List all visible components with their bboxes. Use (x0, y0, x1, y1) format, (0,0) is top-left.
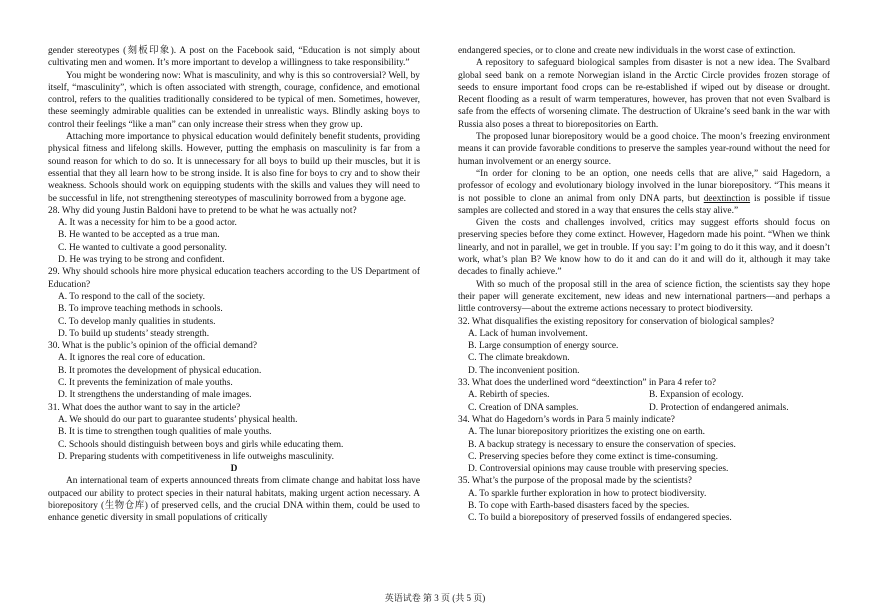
option: C. He wanted to cultivate a good personality. (58, 242, 227, 253)
paragraph (458, 168, 830, 217)
option: A. To respond to the call of the society. (58, 291, 205, 302)
section-heading: D (230, 464, 238, 475)
option: A. Rebirth of species. (468, 390, 550, 401)
option: D. It strengthens the understanding of male images. (58, 390, 252, 401)
option: A. We should do our part to guarantee students’ physical health. (58, 414, 298, 425)
page-footer: 英语试卷 第 3 页 (共 5 页) (384, 593, 486, 603)
option: A. The lunar biorepository prioritizes the existing one on earth. (468, 427, 706, 438)
question-29: 29. Why should schools hire more physical education teachers according to the US Department of Education? (48, 267, 420, 290)
option-row (468, 389, 830, 401)
paragraph: A repository to safeguard biological samples from disaster is not a new idea. The Svalbard global seed bank on a remote Norwegian island in the Arctic Circle provides frozen storage of seeds to ensure important food crops can be re-established if wiped out by disease or drought. Recent flooding as a result of warm temperatures, however, has proven that not even Svalbard is safe from the effects of worsening climate. The destruction of Ukraine’s seed bank in the war with Russia also poses a threat to biorepositories on Earth. (458, 58, 830, 130)
question-28: 28. Why did young Justin Baldoni have to pretend to be what he was actually not? (48, 205, 357, 216)
option: B. To cope with Earth-based disasters faced by the species. (468, 500, 690, 511)
option: C. Preserving species before they come extinct is time-consuming. (468, 451, 718, 462)
option: C. To build a biorepository of preserved fossils of endangered species. (468, 513, 732, 524)
paragraph: An international team of experts announced threats from climate change and habitat loss have outpaced our ability to protect species in their natural habitats, making urgent action necessary. A biorepository (生物仓库) of preserved cells, and the crucial DNA within them, could be used to enhance genetic diversity in small populations of critically (48, 476, 420, 524)
option: D. He was trying to be strong and confident. (58, 255, 225, 266)
option: B. Large consumption of energy source. (468, 341, 619, 352)
option: C. It prevents the feminization of male youths. (58, 378, 233, 389)
option: A. To sparkle further exploration in how to protect biodiversity. (468, 488, 707, 499)
paragraph: Attaching more importance to physical education would definitely benefit students, providing physical fitness and lifelong skills. However, putting the emphasis on masculinity is far from a sound reason for which to do so. It is unnecessary for all boys to build up their muscles, but it is essential that they all learn how to be strong inside. It is also fine for boys to cry and to show their weakness. Schools should work on equipping students with the skills and values they will need to be successful in life, not strengthening stereotypes of masculinity borrowed from a bygone age. (48, 132, 420, 204)
option: D. The inconvenient position. (468, 365, 580, 376)
question-35: 35. What’s the purpose of the proposal made by the scientists? (458, 476, 692, 487)
paragraph: The proposed lunar biorepository would be a good choice. The moon’s freezing environment means it can provide favorable conditions to preserve the samples year-round without the need for human involvement or an energy source. (458, 132, 830, 167)
option: D. Preparing students with competitiveness in life outweighs masculinity. (58, 451, 334, 462)
question-33: 33. What does the underlined word “deextinction” in Para 4 refer to? (458, 378, 717, 389)
option: A. Lack of human involvement. (468, 328, 588, 339)
option: C. Creation of DNA samples. (468, 402, 579, 413)
paragraph: endangered species, or to clone and create new individuals in the worst case of extinction. (458, 46, 796, 56)
option: B. To improve teaching methods in schools. (58, 304, 223, 315)
paragraph: Given the costs and challenges involved, critics may suggest efforts should focus on preserving species before they come extinct. However, Hagedorn made his point. “When we think linearly, and not in parallel, we get in trouble. If you say: I’m going to do it this way, and it doesn’t work, what’s plan B? We know how to do it and can do it and will do it, although it may take decades to finally achieve.” (458, 218, 830, 278)
option: B. A backup strategy is necessary to ensure the conservation of species. (468, 439, 736, 450)
option: C. Schools should distinguish between boys and girls while educating them. (58, 439, 344, 450)
text: “In order for cloning to be an option, one needs cells that are alive,” said Hagedorn, a professor of ecology and evolutionary biology involved in the lunar biorepository. “This means it is not possible to clone an animal from only DNA parts, but (458, 168, 830, 204)
paragraph: gender stereotypes (刻板印象). A post on the Facebook said, “Education is not simply about cultivating men and women. It’s more important to develop a willingness to take responsibility.” (48, 46, 420, 69)
option: D. Controversial opinions may cause trouble with preserving species. (468, 464, 729, 475)
option: D. Protection of endangered animals. (649, 402, 789, 413)
question-31: 31. What does the author want to say in the article? (48, 402, 241, 413)
right-column (458, 45, 830, 525)
left-column (48, 45, 420, 525)
option: B. It promotes the development of physical education. (58, 365, 262, 376)
paragraph: You might be wondering now: What is masculinity, and why is this so controversial? Well, by itself, “masculinity”, which is often associated with strength, courage, confidence, and emotional control, refers to the qualities traditionally considered to be typical of men. Sometimes, however, these seemingly admirable qualities can be extended in unrealistic ways. Blindly asking boys to control their feelings “like a man” can only increase their stress when they grow up. (48, 70, 420, 130)
paragraph: With so much of the proposal still in the area of science fiction, the scientists say they hope their paper will generate excitement, new ideas and new international partners—and perhaps a little controversy—about the extreme actions necessary to protect biodiversity. (458, 279, 830, 315)
question-32: 32. What disqualifies the existing repository for conservation of biological samples? (458, 316, 775, 327)
option: D. To build up students’ steady strength. (58, 328, 210, 339)
question-30: 30. What is the public’s opinion of the official demand? (48, 341, 257, 352)
question-34: 34. What do Hagedorn’s words in Para 5 mainly indicate? (458, 414, 675, 425)
option: B. It is time to strengthen tough qualities of male youths. (58, 427, 272, 438)
option: C. The climate breakdown. (468, 353, 570, 364)
option-row (468, 402, 830, 414)
text: is possible if tissue samples are collected and stored in a way that ensures the cells stay alive.” (458, 193, 830, 216)
underlined-word: deextinction (703, 193, 751, 204)
option: A. It ignores the real core of education. (58, 353, 206, 364)
option: A. It was a necessity for him to be a good actor. (58, 218, 237, 229)
option: B. Expansion of ecology. (649, 390, 744, 401)
option: C. To develop manly qualities in students. (58, 316, 216, 327)
option: B. He wanted to be accepted as a true man. (58, 230, 220, 241)
